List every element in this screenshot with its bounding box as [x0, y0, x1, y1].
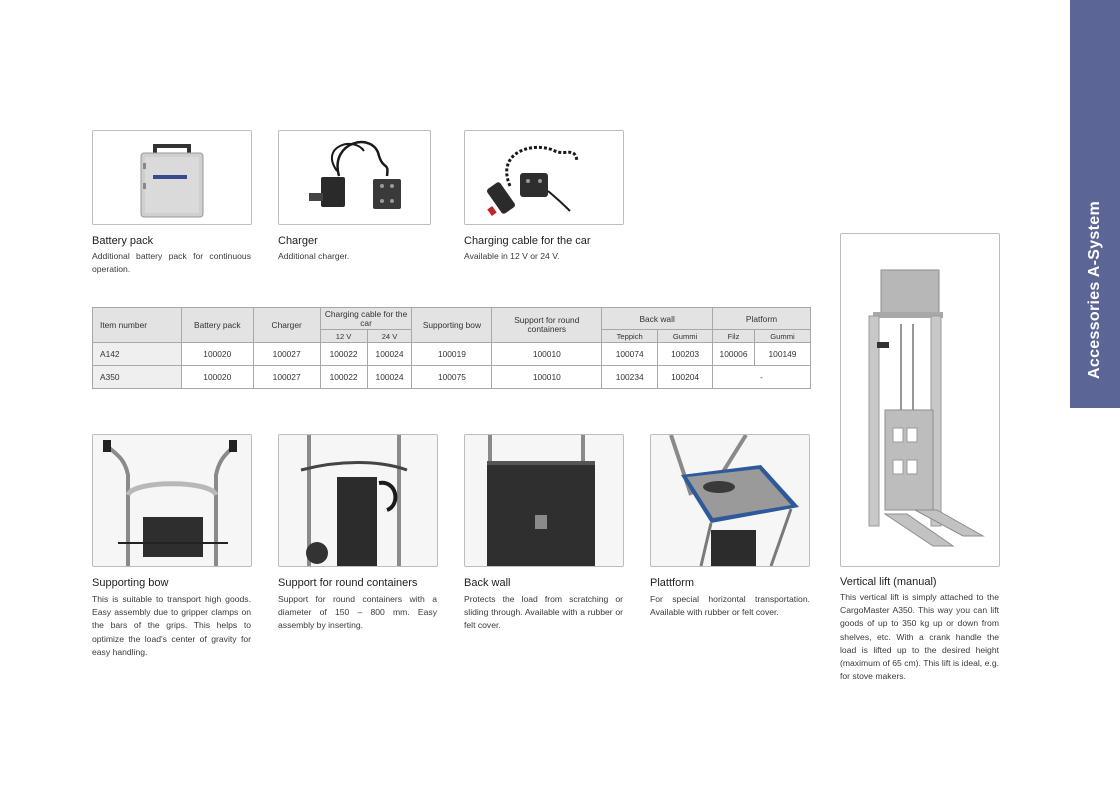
charger-title: Charger [278, 235, 318, 247]
header-charging-cable: Charging cable for the car [320, 308, 412, 330]
subheader-24v: 24 V [367, 330, 412, 343]
platform-desc: For special horizontal transportation. Available with rubber or felt cover. [650, 594, 810, 618]
supporting-bow-desc: This is suitable to transport high goods. Easy assembly due to gripper clamps on the bars of the grips. This helps to optimize the load's center of gravity for easy handling. [92, 594, 251, 657]
subheader-teppich: Teppich [602, 330, 658, 343]
cell-item: A350 [93, 366, 182, 389]
header-charger: Charger [253, 308, 320, 343]
car-cable-desc: Available in 12 V or 24 V. [464, 251, 560, 261]
cell-gummi-back: 100203 [658, 343, 713, 366]
header-supporting-bow: Supporting bow [412, 308, 492, 343]
header-item-number: Item number [93, 308, 182, 343]
table-row [93, 343, 811, 366]
cell-round: 100010 [492, 343, 602, 366]
back-wall-photo [464, 434, 624, 567]
car-cable-photo [464, 130, 624, 225]
charger-photo [278, 130, 431, 225]
platform-photo [650, 434, 810, 567]
charger-icon [279, 131, 430, 224]
back-wall-title: Back wall [464, 577, 511, 589]
supporting-bow-title: Supporting bow [92, 577, 169, 589]
back-wall-icon [465, 435, 623, 566]
cell-bow: 100019 [412, 343, 492, 366]
vertical-lift-desc: This vertical lift is simply attached to the CargoMaster A350. This way you can lift goods of up to 350 kg up or down from shelves, etc. With a crank handle the load is lifted up to the desired height (maximum of 65 cm). This lift is ideal, e.g. for stove makers. [840, 592, 999, 682]
section-tab-label: Accessories A-System [1086, 201, 1103, 379]
supporting-bow-icon [93, 435, 251, 566]
subheader-gummi-back: Gummi [658, 330, 713, 343]
cell-platform: - [713, 366, 811, 389]
cell-battery: 100020 [181, 343, 253, 366]
round-support-desc: Support for round containers with a diameter of 150 – 800 mm. Easy assembly by inserting. [278, 594, 437, 631]
battery-pack-desc: Additional battery pack for continuous operation. [92, 251, 251, 275]
battery-pack-photo [92, 130, 252, 225]
header-support-round: Support for round containers [492, 308, 602, 343]
subheader-12v: 12 V [320, 330, 367, 343]
vertical-lift-title: Vertical lift (manual) [840, 576, 937, 588]
table-row [93, 366, 811, 389]
section-tab [1070, 0, 1120, 408]
cell-round: 100010 [492, 366, 602, 389]
cell-teppich: 100234 [602, 366, 658, 389]
back-wall-desc: Protects the load from scratching or sliding through. Available with a rubber or felt cover. [464, 594, 623, 631]
subheader-filz: Filz [713, 330, 755, 343]
platform-title: Plattform [650, 577, 695, 589]
cell-gummi-platform: 100149 [755, 343, 811, 366]
vertical-lift-photo [840, 233, 1000, 567]
round-container-support-icon [279, 435, 437, 566]
header-back-wall: Back wall [602, 308, 713, 330]
header-battery-pack: Battery pack [181, 308, 253, 343]
charger-desc: Additional charger. [278, 251, 350, 261]
cell-gummi-back: 100204 [658, 366, 713, 389]
cell-battery: 100020 [181, 366, 253, 389]
battery-pack-icon [93, 131, 251, 224]
battery-pack-title: Battery pack [92, 235, 154, 247]
subheader-gummi-platform: Gummi [755, 330, 811, 343]
cell-charger: 100027 [253, 343, 320, 366]
supporting-bow-photo [92, 434, 252, 567]
round-support-photo [278, 434, 438, 567]
round-support-title: Support for round containers [278, 577, 418, 589]
car-cable-icon [465, 131, 623, 224]
cell-teppich: 100074 [602, 343, 658, 366]
cell-cable12: 100022 [320, 343, 367, 366]
cell-cable24: 100024 [367, 343, 412, 366]
vertical-lift-icon [841, 234, 999, 566]
cell-filz: 100006 [713, 343, 755, 366]
header-platform: Platform [713, 308, 811, 330]
cell-cable24: 100024 [367, 366, 412, 389]
car-cable-title: Charging cable for the car [464, 235, 591, 247]
cell-charger: 100027 [253, 366, 320, 389]
item-number-table [92, 307, 811, 389]
cell-cable12: 100022 [320, 366, 367, 389]
cell-bow: 100075 [412, 366, 492, 389]
cell-item: A142 [93, 343, 182, 366]
platform-icon [651, 435, 809, 566]
